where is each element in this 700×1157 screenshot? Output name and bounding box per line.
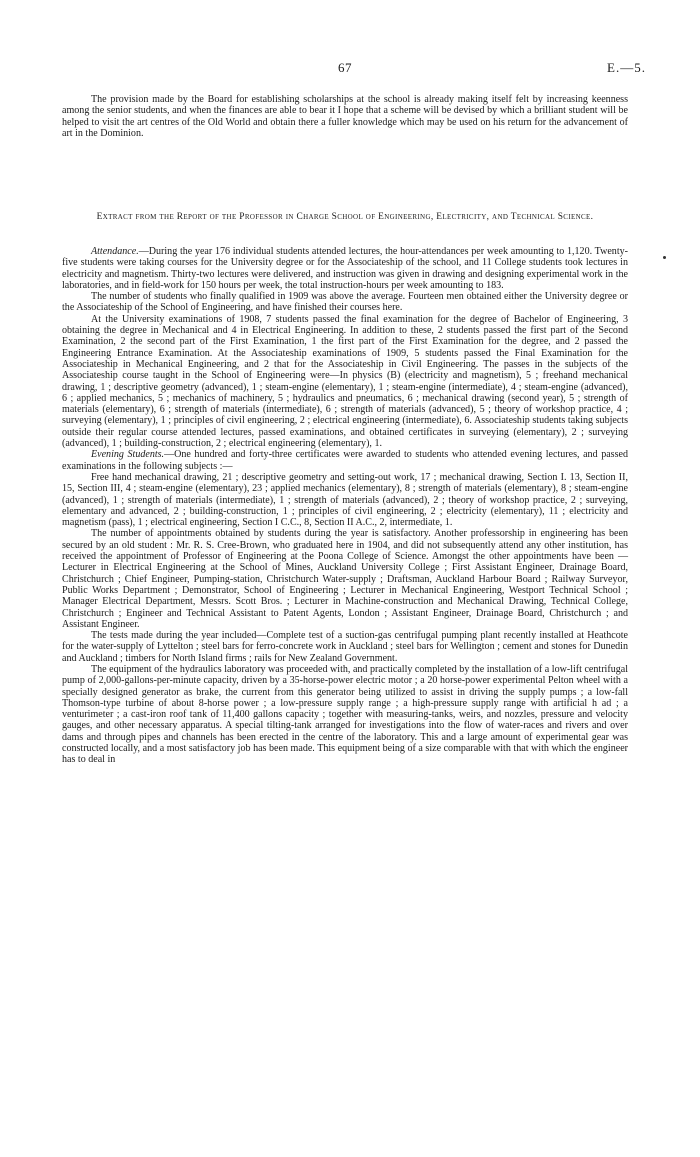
attendance-text: —During the year 176 individual students attended lectures, the hour-attendances per week amounting to 1,120. Twenty-five students were taking courses for the University degree or for the Associateship of the school, and 11 College students took lectures in electricity and magnetism. Thirty-two lectures were delivered, and instruction was given in drawing and designing experimental work in the laboratories, and in field-work for 150 hours per week, the total instruction-hours per week amounting to 183. [62,246,628,291]
margin-mark [663,256,666,259]
qualified-paragraph: The number of students who finally qualified in 1909 was above the average. Fourteen men obtained either the University degree or the Associateship of the School of Engineering, and have finished their courses here. [62,291,628,314]
intro-section [62,94,628,139]
evening-lead: Evening Students. [91,449,165,461]
equipment-paragraph: The equipment of the hydraulics laboratory was proceeded with, and practically completed by the installation of a low-lift centrifugal pump of 2,000-gallons-per-minute capacity, driven by a 35-horse-power electric motor ; a 20 horse-power experimental Pelton wheel with a specially designed generator as brake, the current from this generator being utilized to assist in driving the supply pumps ; a low-fall Thomson-type turbine of about 8-horse power ; a low-pressure supply range ; a high-pressure supply range with artificial h ad ; a venturimeter ; a cast-iron roof tank of 11,400 gallons capacity ; together with measuring-tanks, weirs, and nozzles, pressure and velocity gauges, and other necessary apparatus. A special tilting-tank arranged for investigations into the flow of water-races and rivers and over dams and through pipes and channels has been erected in the centre of the laboratory. This and a large amount of experimental gear was constructed locally, and a most satisfactory job has been made. This equipment being of a size comparable with that with which the engineer has to deal in [62,663,628,766]
page-number: 67 [338,60,352,75]
university-exams-paragraph: At the University examinations of 1908, 7 students passed the final examination for the degree of Bachelor of Engineering, 3 obtaining the degree in Mechanical and 4 in Electrical Engineering. In addition to these, 2 students passed the first part of the Second Examination, 2 the second part of the First Examination, 1 the first part of the First Examination for the degree, and 2 passed the Engineering Entrance Examination. At the Associateship examinations of 1909, 5 students passed the Final Examination for the Associateship in Mechanical Engineering, and 2 that for the Associateship in Civil Engineering. The passes in the subjects of the Associateship course taught in the School of Engineering were—In physics (B) (electricity and magnetism), 5 ; freehand mechanical drawing, 1 ; descriptive geometry (advanced), 1 ; steam-engine (elementary), 1 ; steam-engine (intermediate), 4 ; steam-engine (advanced), 6 ; applied mechanics, 5 ; mechanics of machinery, 5 ; hydraulics and pneumatics, 6 ; mechanical drawing (second year), 5 ; strength of materials (elementary), 6 ; strength of materials (intermediate), 6 ; strength of materials (advanced), 5 ; theory of workshop practice, 4 ; surveying (elementary), 1 ; principles of civil engineering, 2 ; electrical engineering (intermediate), 6. Associateship students taking subjects outside their regular course attended lectures, passed examinations, and obtained certificates in surveying (elementary), 2 ; surveying (advanced), 1 ; building-construction, 2 ; electrical engineering (elementary), 1. [62,313,628,450]
attendance-paragraph [62,246,628,291]
appointments-paragraph: The number of appointments obtained by students during the year is satisfactory. Another professorship in engineering has been secured by an old student : Mr. R. S. Cree-Brown, who graduated here in 1904, and did not subsequently attend any other institution, has received the appointment of Professor of Engineering at the Poona College of Science. Amongst the other appointments have been —Lecturer in Electrical Engineering at the School of Mines, Auckland University College ; First Assistant Engineer, Drainage Board, Christchurch ; Chief Engineer, Pumping-station, Christchurch Water-supply ; Draftsman, Auckland Harbour Board ; Railway Surveyor, Public Works Department ; Demonstrator, School of Engineering ; Lecturer in Mechanical Engineering, Westport Technical School ; Manager Electrical Department, Messrs. Scott Bros. ; Lecturer in Machine-construction and Mechanical Drawing, Technical College, Christchurch ; Engineer and Technical Assistant to Patent Agents, London ; Assistant Engineer, Drainage Board, Christchurch ; and Assistant Engineer. [62,528,628,630]
attendance-lead: Attendance. [91,246,139,257]
evening-text: —One hundred and forty-three certificates were awarded to students who attended evening lectures, and passed examinations in the following subjects :— [62,449,628,472]
page-reference: E.—5. [607,60,646,75]
subjects-paragraph: Free hand mechanical drawing, 21 ; descriptive geometry and setting-out work, 17 ; mechanical drawing, Section I. 13, Section II, 15, Section III, 4 ; steam-engine (elementary), 23 ; applied mechanics (elementary), 8 ; strength of materials (elementary), 8 ; steam-engine (advanced), 1 ; strength of materials (intermediate), 1 ; strength of materials (advanced), 2 ; theory of workshop practice, 2 ; surveying, elementary and advanced, 2 ; building-construction, 1 ; principles of civil engineering, 2 ; electricity (elementary), 11 ; electricity and magnetism (pass), 1 ; electrical engineering, Section I C.C., 8, Section II A.C., 2, intermediate, 1. [62,471,628,529]
section-heading: Extract from the Report of the Professor in Charge School of Engineering, Electricity, and Technical Science. [96,212,594,222]
intro-paragraph: The provision made by the Board for establishing scholarships at the school is already making itself felt by increasing keenness among the senior students, and when the finances are able to bear it I hope that a scheme will be devised by which a brilliant student will be helped to visit the art centres of the Old World and obtain there a fuller knowledge which may be used on his return for the advancement of art in the Dominion. [62,94,628,139]
tests-paragraph: The tests made during the year included—Complete test of a suction-gas centrifugal pumping plant recently installed at Heathcote for the water-supply of Lyttelton ; steel bars for ferro-concrete work in Auckland ; steel bars for Wellington ; cement and stones for Dunedin and Auckland ; timbers for North Island firms ; rails for New Zealand Government. [62,630,628,664]
report-body [62,246,628,766]
evening-paragraph [62,449,628,472]
